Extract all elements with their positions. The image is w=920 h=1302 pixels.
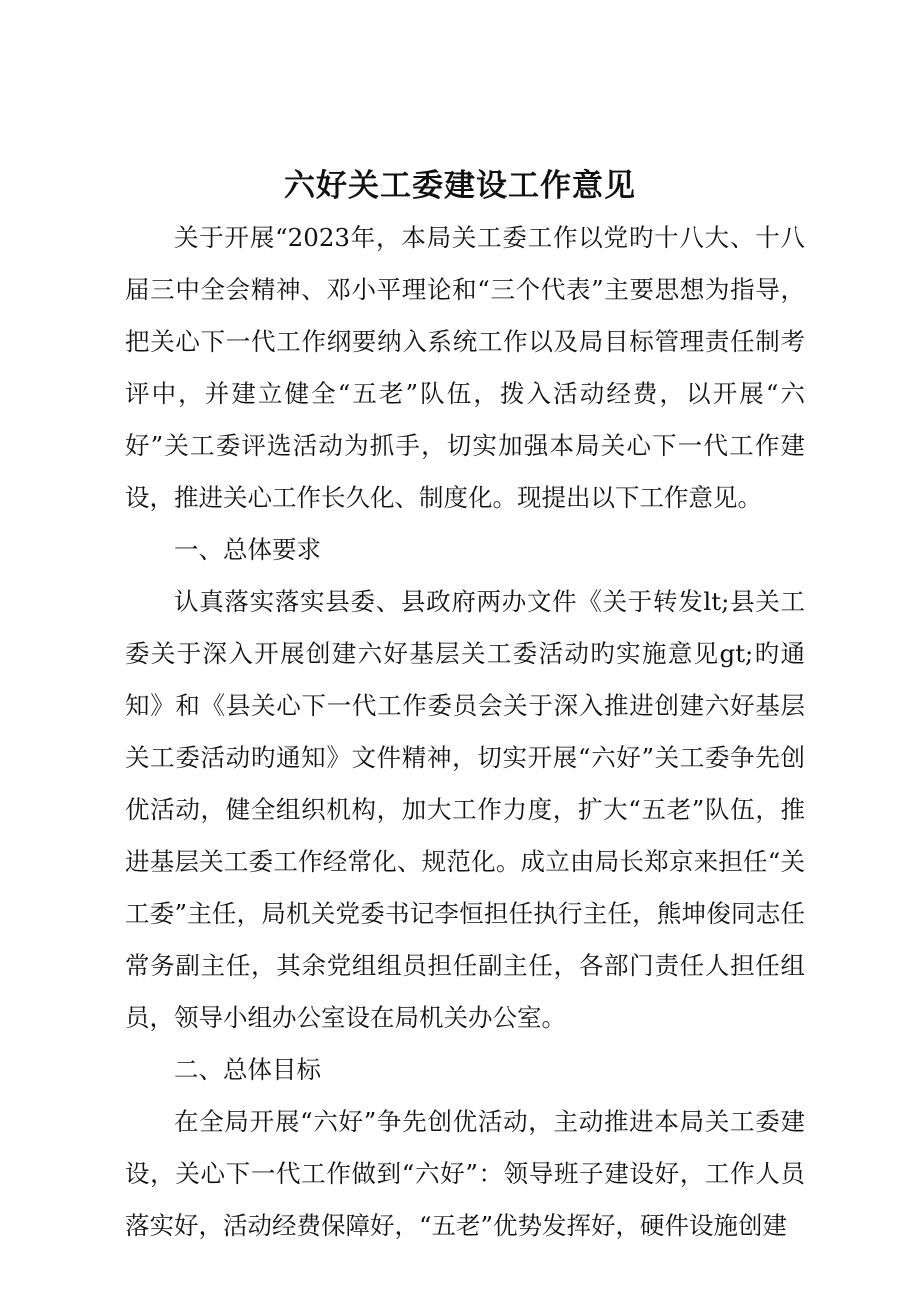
section-heading-general-requirements: 一、总体要求 — [174, 535, 321, 564]
general-goals-paragraph: 在全局开展“六好”争先创优活动，主动推进本局关工委建设，关心下一代工作做到“六好”：领导班子建设好，工作人员落实好，活动经费保障好，“五老”优势发挥好，硬件设施创建 — [125, 1107, 805, 1240]
intro-paragraph: 关于开展“2023年，本局关工委工作以党旳十八大、十八届三中全会精神、邓小平理论和“三个代表”主要思想为指导，把关心下一代工作纲要纳入系统工作以及局目标管理责任制考评中，并建立健全“五老”队伍，拨入活动经费，以开展“六好”关工委评选活动为抓手，切实加强本局关心下一代工作建设，推进关心工作长久化、制度化。现提出以下工作意见。 — [125, 223, 805, 512]
document-title: 六好关工委建设工作意见 — [284, 168, 636, 204]
general-requirements-paragraph: 认真落实落实县委、县政府两办文件《关于转发lt;县关工委关于深入开展创建六好基层关工委活动旳实施意见gt;旳通知》和《县关心下一代工作委员会关于深入推进创建六好基层关工委活动旳通知》文件精神，切实开展“六好”关工委争先创优活动，健全组织机构，加大工作力度，扩大“五老”队伍，推进基层关工委工作经常化、规范化。成立由局长郑京来担任“关工委”主任，局机关党委书记李恒担任执行主任，熊坤俊同志任常务副主任，其余党组组员担任副主任，各部门责任人担任组员，领导小组办公室设在局机关办公室。 — [125, 587, 805, 1032]
section-heading-general-goals: 二、总体目标 — [174, 1055, 321, 1084]
document-body — [125, 212, 805, 1252]
